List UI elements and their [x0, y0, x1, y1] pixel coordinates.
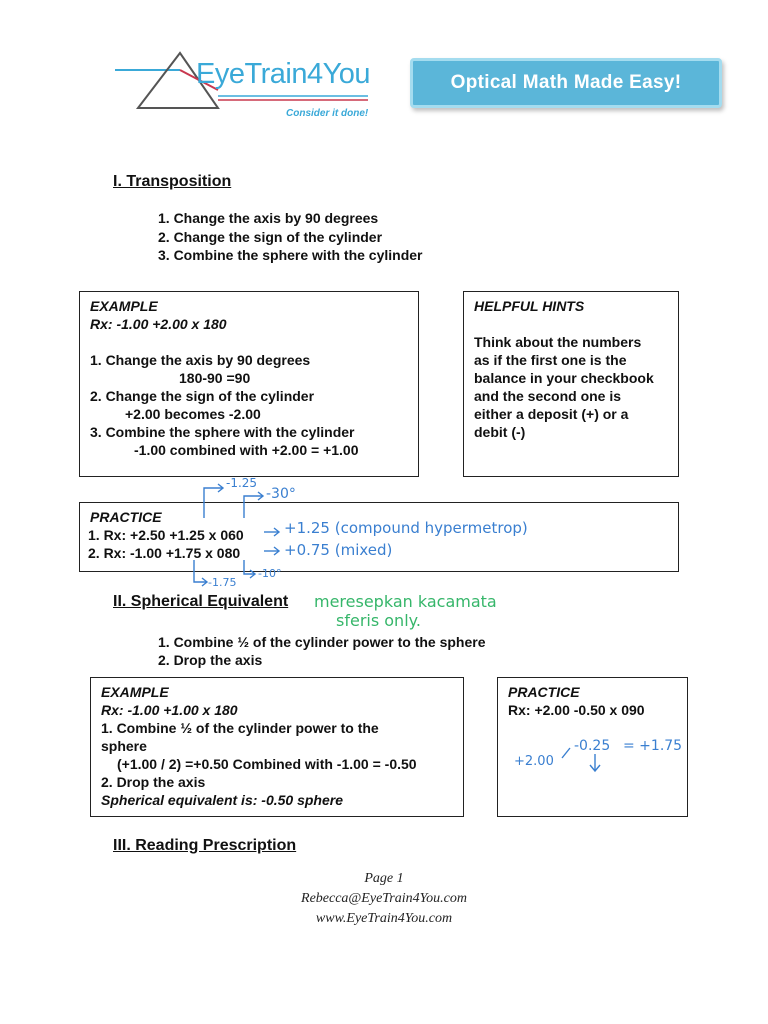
practice-line: 1. Rx: +2.50 +1.25 x 060 — [88, 527, 244, 543]
example-title: EXAMPLE — [101, 684, 169, 700]
example-line: -1.00 combined with +2.00 = +1.00 — [134, 442, 359, 458]
example-result: Spherical equivalent is: -0.50 sphere — [101, 792, 343, 808]
practice-box-transposition — [79, 502, 679, 572]
example-title: EXAMPLE — [90, 298, 158, 314]
logo-text: EyeTrain4You — [196, 58, 371, 90]
section-heading-spherical: II. Spherical Equivalent — [113, 593, 289, 610]
section-heading-reading: III. Reading Prescription — [113, 837, 297, 854]
example-line: 3. Combine the sphere with the cylinder — [90, 424, 355, 440]
hints-line: and the second one is — [474, 388, 622, 404]
hints-line: debit (-) — [474, 424, 526, 440]
example-box-transposition — [79, 291, 419, 477]
example-box-spherical — [90, 677, 464, 817]
footer-page-number: Page 1 — [364, 871, 404, 886]
transposition-step: 3. Combine the sphere with the cylinder — [158, 247, 423, 263]
handwritten-note: = +1.75 — [623, 738, 683, 754]
helpful-hints-box — [463, 291, 679, 477]
handwritten-note: +1.25 (compound hypermetrop) — [284, 519, 528, 537]
example-rx: Rx: -1.00 +1.00 x 180 — [101, 702, 238, 718]
footer-website: www.EyeTrain4You.com — [315, 911, 453, 926]
handwritten-note: -1.75 — [208, 576, 237, 589]
example-rx: Rx: -1.00 +2.00 x 180 — [90, 316, 227, 332]
handwritten-note: -30° — [266, 486, 296, 502]
handwritten-note-green: meresepkan kacamata — [314, 592, 497, 611]
hints-title: HELPFUL HINTS — [474, 298, 585, 314]
transposition-step: 2. Change the sign of the cylinder — [158, 229, 383, 245]
spherical-step: 2. Drop the axis — [158, 652, 263, 668]
practice-title: PRACTICE — [90, 509, 162, 525]
handwritten-note-green: sferis only. — [336, 611, 421, 630]
logo — [110, 50, 380, 122]
section-heading-transposition: I. Transposition — [113, 173, 232, 190]
practice-rx: Rx: +2.00 -0.50 x 090 — [508, 702, 645, 718]
example-line: 1. Change the axis by 90 degrees — [90, 352, 311, 368]
example-line: 2. Drop the axis — [101, 774, 206, 790]
title-banner: Optical Math Made Easy! — [410, 58, 722, 108]
footer-email: Rebecca@EyeTrain4You.com — [301, 891, 467, 906]
practice-title: PRACTICE — [508, 684, 580, 700]
example-line: sphere — [101, 738, 147, 754]
example-line: 2. Change the sign of the cylinder — [90, 388, 315, 404]
example-line: 1. Combine ½ of the cylinder power to the — [101, 720, 379, 736]
hints-line: either a deposit (+) or a — [474, 406, 629, 422]
hints-line: Think about the numbers — [474, 334, 642, 350]
practice-line: 2. Rx: -1.00 +1.75 x 080 — [88, 545, 241, 561]
handwritten-note: -0.25 — [574, 738, 611, 754]
spherical-step: 1. Combine ½ of the cylinder power to the sphere — [158, 634, 486, 650]
transposition-step: 1. Change the axis by 90 degrees — [158, 210, 379, 226]
hints-line: balance in your checkbook — [474, 370, 654, 386]
handwritten-note: -10° — [258, 567, 282, 580]
example-line: 180-90 =90 — [179, 370, 251, 386]
logo-tagline: Consider it done! — [286, 108, 369, 119]
handwritten-note: -1.25 — [226, 476, 258, 490]
handwritten-note: +0.75 (mixed) — [284, 541, 393, 559]
hints-line: as if the first one is the — [474, 352, 627, 368]
example-line: +2.00 becomes -2.00 — [125, 406, 261, 422]
example-line: (+1.00 / 2) =+0.50 Combined with -1.00 = -0.50 — [117, 756, 417, 772]
handwritten-note: +2.00 — [514, 754, 554, 769]
